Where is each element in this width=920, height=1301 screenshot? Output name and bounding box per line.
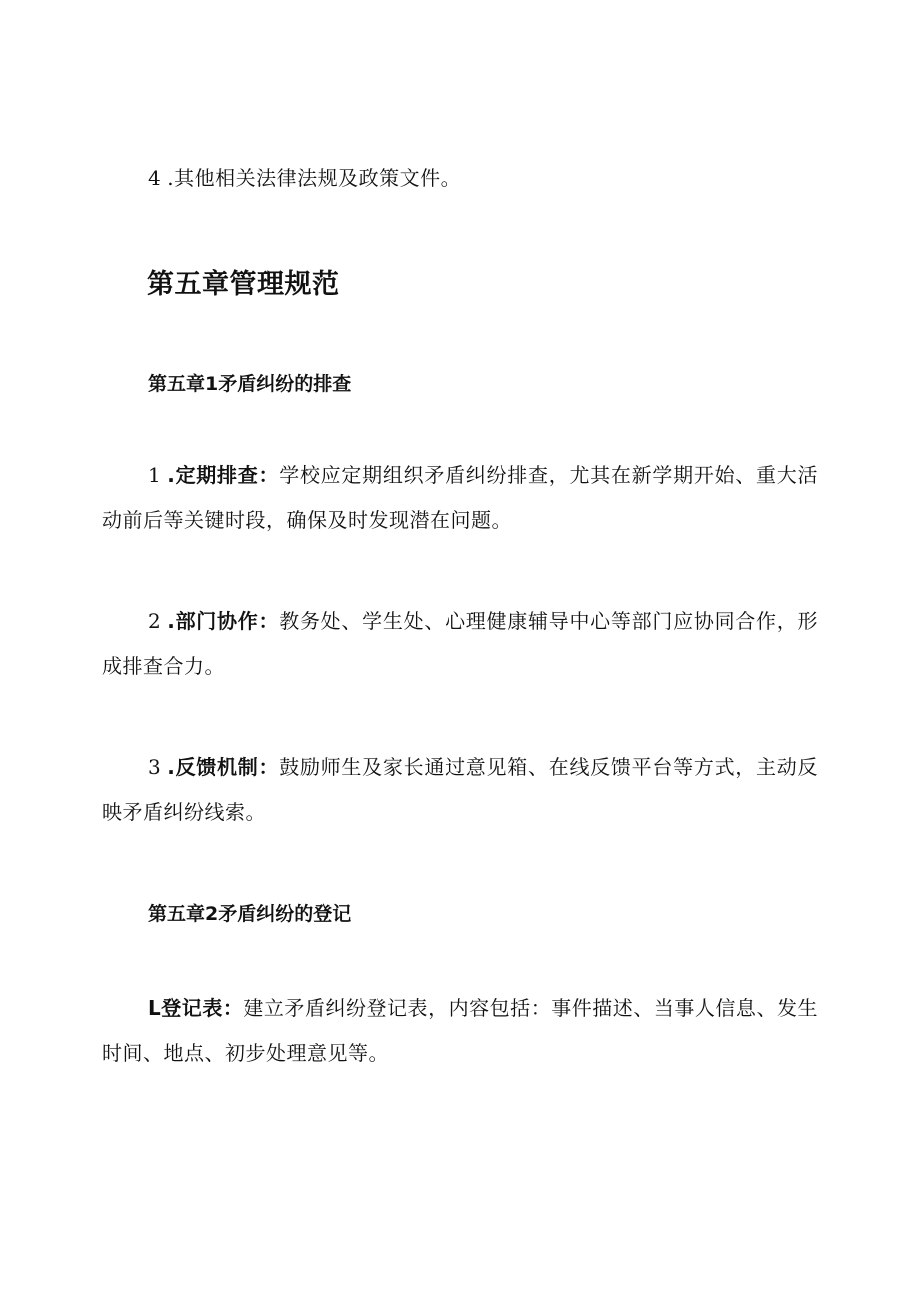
item-text: 学校应定期组织矛盾纠纷排查，尤其在新学期开始、重大活动前后等关键时段，确保及时发现潜在问题。	[102, 463, 818, 532]
item-label: .部门协作：	[167, 609, 280, 633]
section-1-item-1	[102, 453, 818, 543]
section-2-title: 第五章2矛盾纠纷的登记	[148, 903, 352, 925]
section-1-item-2	[102, 599, 818, 689]
list-number: 3	[148, 755, 162, 779]
list-text: .其他相关法律法规及政策文件。	[167, 166, 462, 190]
item-label: .反馈机制：	[167, 755, 280, 779]
item-text: 建立矛盾纠纷登记表，内容包括：事件描述、当事人信息、发生时间、地点、初步处理意见等。	[102, 996, 819, 1065]
list-item-4	[102, 156, 818, 201]
section-2-item-1	[102, 986, 818, 1076]
item-text: 教务处、学生处、心理健康辅导中心等部门应协同合作，形成排查合力。	[102, 609, 818, 678]
chapter-title: 第五章管理规范	[147, 269, 340, 300]
section-1-item-3	[102, 745, 818, 835]
list-number: 4	[148, 166, 162, 190]
item-label: .定期排查：	[167, 463, 280, 487]
item-label: L登记表：	[148, 996, 244, 1020]
list-number: 2	[148, 609, 162, 633]
section-1-title: 第五章1矛盾纠纷的排查	[148, 373, 352, 395]
list-number: 1	[148, 463, 162, 487]
item-text: 鼓励师生及家长通过意见箱、在线反馈平台等方式，主动反映矛盾纠纷线索。	[102, 755, 818, 824]
